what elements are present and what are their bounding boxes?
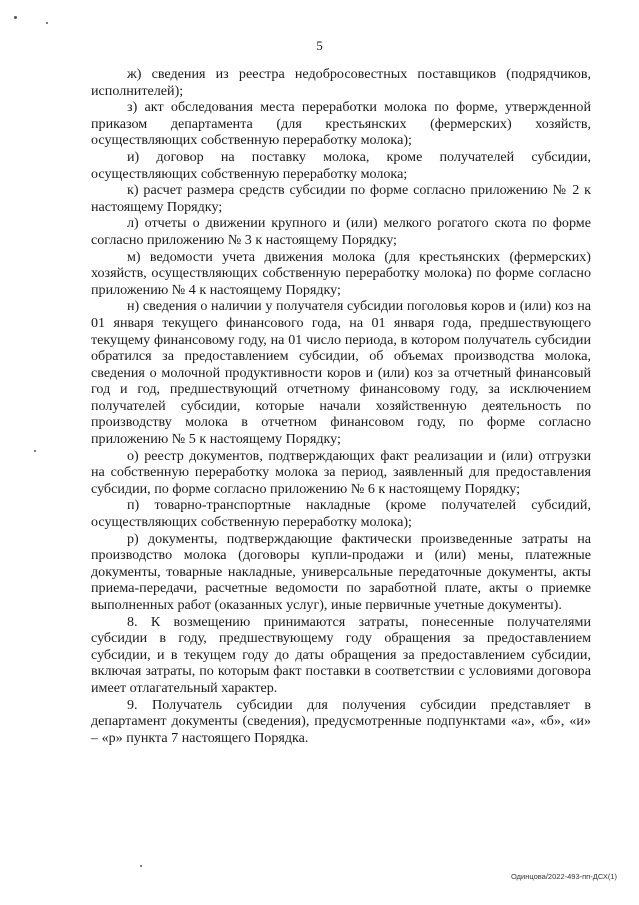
paragraph-p: п) товарно-транспортные накладные (кроме получателей субсидий, осуществляющих собственную переработку молока); [91,497,591,531]
paragraph-z: з) акт обследования места переработки молока по форме, утвержденной приказом департамента (для крестьянских (фермерских) хозяйств, осуществляющих собственную переработку молока); [91,99,591,149]
paragraph-o: о) реестр документов, подтверждающих факт реализации и (или) отгрузки на собственную переработку молока за период, заявленный для предоставления субсидии, по форме согласно приложению № 6 к настоящему Порядку; [91,447,591,497]
footer-document-code: Одинцова/2022-493-пп-ДСХ(1) [511,872,617,881]
scan-speck [14,16,17,19]
paragraph-l: л) отчеты о движении крупного и (или) мелкого рогатого скота по форме согласно приложению № 3 к настоящему Порядку; [91,215,591,248]
paragraph-zh: ж) сведения из реестра недобросовестных поставщиков (подрядчиков, исполнителей); [91,66,591,99]
scan-speck [46,22,48,24]
scan-speck [140,865,142,867]
document-body [91,66,591,746]
paragraph-item-8: 8. К возмещению принимаются затраты, понесенные получателями субсидии в году, предшествующему году обращения за предоставлением субсидии, и в текущем году до даты обращения за предоставлением субсидии, включая затраты, по которым факт поставки в соответствии с условиями договора имеет отлагательный характер. [91,613,591,696]
paragraph-item-9: 9. Получатель субсидии для получения субсидии представляет в департамент документы (сведения), предусмотренные подпунктами «а», «б», «и» – «р» пункта 7 настоящего Порядка. [91,696,591,746]
scan-speck [34,450,36,452]
paragraph-r: р) документы, подтверждающие фактически произведенные затраты на производство молока (договоры купли-продажи и (или) мены, платежные документы, товарные накладные, универсальные передаточные документы, акты приема-передачи, расчетные ведомости по заработной плате, акты о приемке выполненных работ (оказанных услуг), иные первичные учетные документы). [91,530,591,613]
page-number: 5 [316,38,323,53]
paragraph-n: н) сведения о наличии у получателя субсидии поголовья коров и (или) коз на 01 января текущего финансового года, на 01 января года, предшествующего текущему финансовому году, на 01 число периода, в котором получатель субсидии обратился за предоставлением субсидии, об объемах производства молока, сведения о молочной продуктивности коров и (или) коз за отчетный финансовый год и год, предшествующий отчетному финансовому году, за исключением получателей субсидии, которые начали хозяйственную деятельность по производству молока в отчетном финансовом году, по форме согласно приложению № 5 к настоящему Порядку; [91,298,591,448]
paragraph-k: к) расчет размера средств субсидии по форме согласно приложению № 2 к настоящему Порядку; [91,182,591,215]
paragraph-i: и) договор на поставку молока, кроме получателей субсидии, осуществляющих собственную переработку молока; [91,148,591,182]
paragraph-m: м) ведомости учета движения молока (для крестьянских (фермерских) хозяйств, осуществляющих собственную переработку молока) по форме согласно приложению № 4 к настоящему Порядку; [91,248,591,298]
